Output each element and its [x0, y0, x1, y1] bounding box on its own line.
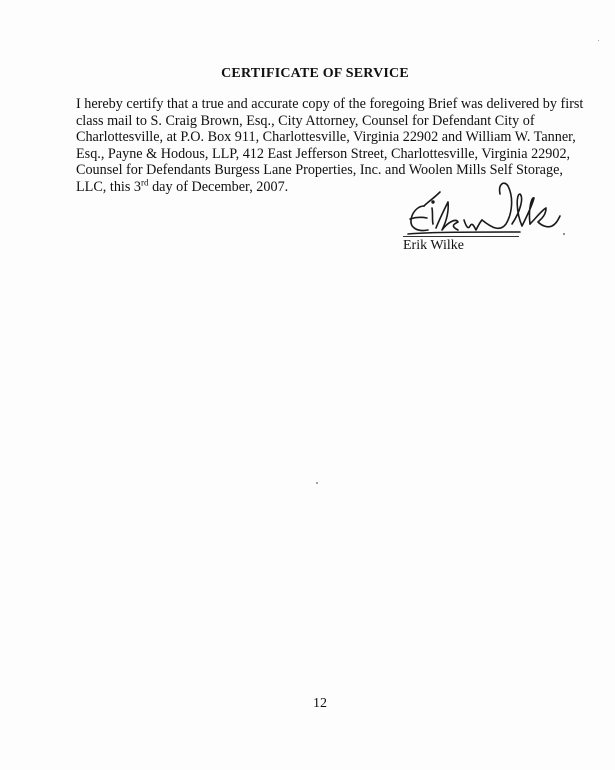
scan-speck [316, 482, 318, 484]
handwritten-signature [402, 172, 582, 238]
body-line: Esq., Payne & Hodous, LLP, 412 East Jefferson Street, Charlottesville, Virginia 22902, [76, 145, 571, 162]
body-line: class mail to S. Craig Brown, Esq., City Attorney, Counsel for Defendant City of [76, 112, 535, 129]
body-line: Charlottesville, at P.O. Box 911, Charlottesville, Virginia 22902 and William W. Tanner, [76, 129, 576, 146]
ordinal-superscript: rd [141, 177, 149, 188]
signer-name: Erik Wilke [403, 238, 464, 253]
body-line: I hereby certify that a true and accurate copy of the foregoing Brief was delivered by first [76, 96, 584, 112]
certificate-title: CERTIFICATE OF SERVICE [221, 66, 409, 81]
signature-line [403, 236, 519, 237]
signature-block [402, 172, 582, 262]
page-number: 12 [313, 696, 327, 711]
date-suffix: day of December, 2007. [148, 178, 289, 195]
date-prefix: LLC, this 3 [76, 178, 142, 195]
body-line: Counsel for Defendants Burgess Lane Properties, Inc. and Woolen Mills Self Storage, [76, 162, 563, 179]
scan-speck [598, 40, 599, 41]
